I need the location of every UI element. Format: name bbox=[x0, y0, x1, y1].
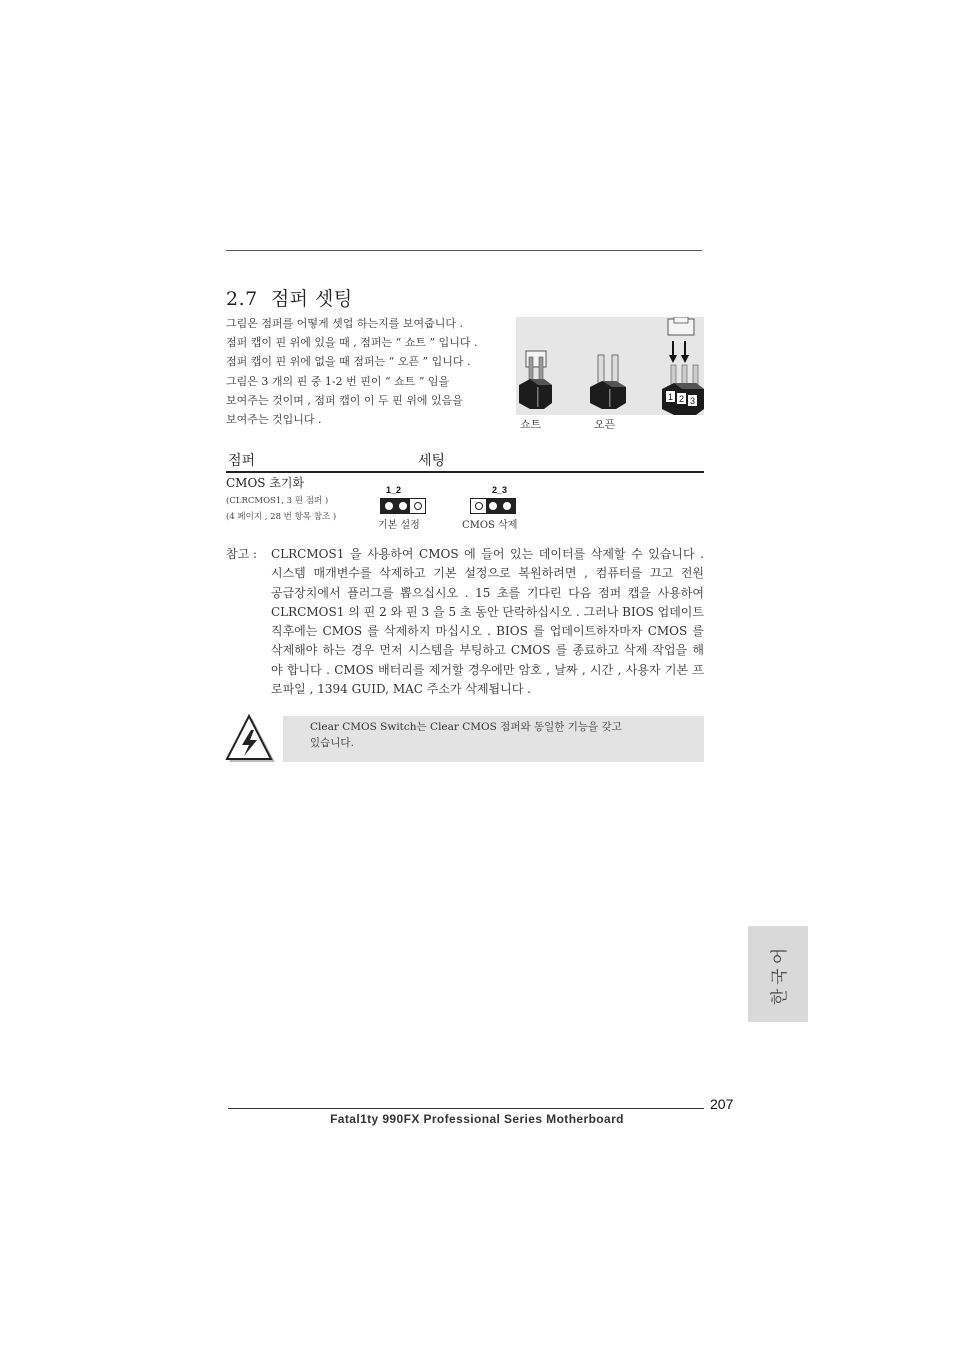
note-label: 참고 : bbox=[226, 547, 258, 561]
jumper-pin bbox=[503, 502, 511, 510]
intro-paragraph bbox=[226, 314, 516, 429]
jumper-illustration-graphic bbox=[516, 317, 704, 415]
footer-rule bbox=[228, 1108, 704, 1109]
jumper-pin bbox=[489, 502, 497, 510]
default-setting-label: 기본 설정 bbox=[378, 520, 420, 531]
note-line: 직후에는 CMOS 를 삭제하지 마십시오 . BIOS 를 업데이트하자마자 CMOS 를 bbox=[271, 624, 704, 639]
jumper-cap bbox=[381, 499, 410, 513]
jumper-pin bbox=[385, 502, 393, 510]
table-header-setting: 세팅 bbox=[418, 453, 446, 469]
section-number: 2.7 bbox=[226, 288, 258, 310]
warning-icon bbox=[225, 714, 275, 764]
footer-title: Fatal1ty 990FX Professional Series Motherboard bbox=[330, 1112, 624, 1126]
note-line: CLRCMOS1 의 핀 2 와 핀 3 을 5 초 동안 단락하십시오 . 그러나 BIOS 업데이트 bbox=[271, 604, 704, 619]
clear-pins-label: 2_3 bbox=[492, 485, 508, 495]
section-title: 점퍼 셋팅 bbox=[270, 288, 353, 310]
row-subtitle-1: (CLRCMOS1, 3 핀 점퍼 ) bbox=[226, 496, 329, 506]
note-line: 삭제해야 하는 경우 먼저 시스템을 부팅하고 CMOS 를 종료하고 삭제 작업을 해 bbox=[271, 643, 704, 658]
jumper-cap bbox=[486, 499, 515, 513]
clear-jumper-diagram bbox=[470, 498, 516, 514]
intro-line: 보여주는 것이며 , 점퍼 캡이 이 두 핀 위에 있음을 bbox=[226, 393, 463, 407]
default-pins-label: 1_2 bbox=[386, 485, 402, 495]
short-jumper-graphic bbox=[519, 351, 552, 409]
pin-number-2: 2 bbox=[678, 394, 685, 404]
jumper-pin bbox=[399, 502, 407, 510]
open-jumper-graphic bbox=[590, 355, 626, 409]
pin-number-3: 3 bbox=[689, 396, 696, 406]
jumper-pin bbox=[475, 502, 483, 510]
intro-line: 보여주는 것입니다 . bbox=[226, 413, 322, 427]
note-line: 야 합니다 . CMOS 배터리를 제거할 경우에만 암호 , 날짜 , 시간 , 사용자 기본 프 bbox=[271, 662, 704, 677]
jumper-pin bbox=[414, 502, 422, 510]
note-body bbox=[271, 545, 704, 699]
default-jumper-diagram bbox=[380, 498, 426, 514]
note-line: 공급장치에서 플러그를 뽑으십시오 . 15 초를 기다린 다음 점퍼 캡을 사용하여 bbox=[271, 585, 704, 600]
open-label: 오픈 bbox=[594, 418, 616, 431]
intro-line: 그림은 점퍼를 어떻게 셋업 하는지를 보여줍니다 . bbox=[226, 317, 463, 330]
callout-text bbox=[310, 720, 690, 751]
short-label: 쇼트 bbox=[520, 418, 542, 431]
section-heading bbox=[226, 284, 353, 311]
pin-number-1: 1 bbox=[667, 392, 674, 402]
clear-setting-label: CMOS 삭제 bbox=[462, 520, 518, 531]
row-title: CMOS 초기화 bbox=[226, 476, 305, 490]
header-rule bbox=[226, 250, 702, 251]
intro-line: 점퍼 캡이 핀 위에 있을 때 , 점퍼는 “ 쇼트 ” 입니다 . bbox=[226, 336, 478, 350]
intro-line: 점퍼 캡이 핀 위에 없을 때 점퍼는 “ 오픈 ” 입니다 . bbox=[226, 355, 471, 369]
table-rule bbox=[226, 471, 704, 473]
three-pin-jumper-graphic bbox=[662, 317, 704, 415]
note-line: 시스템 매개변수를 삭제하고 기본 설정으로 복원하려면 , 컴퓨터를 끄고 전원 bbox=[271, 566, 704, 581]
note-line: CLRCMOS1 을 사용하여 CMOS 에 들어 있는 데이터를 삭제할 수 있습니다 . bbox=[271, 547, 704, 561]
jumper-illustration bbox=[516, 317, 704, 415]
row-subtitle-2: (4 페이지 , 28 번 항목 참조 ) bbox=[226, 512, 337, 522]
table-header-jumper: 점퍼 bbox=[228, 453, 256, 469]
language-tab-text-wrap bbox=[748, 926, 808, 1022]
language-tab-label: 한국어 bbox=[770, 943, 791, 1005]
intro-line: 그림은 3 개의 핀 중 1-2 번 핀이 “ 쇼트 ” 임을 bbox=[226, 374, 450, 388]
note-line: 로파일 , 1394 GUID, MAC 주소가 삭제됩니다 . bbox=[271, 682, 531, 697]
callout-line-1: Clear CMOS Switch는 Clear CMOS 점퍼와 동일한 기능을 갖고 bbox=[310, 721, 622, 733]
page-number: 207 bbox=[710, 1096, 734, 1112]
callout-line-2: 있습니다. bbox=[310, 736, 354, 749]
